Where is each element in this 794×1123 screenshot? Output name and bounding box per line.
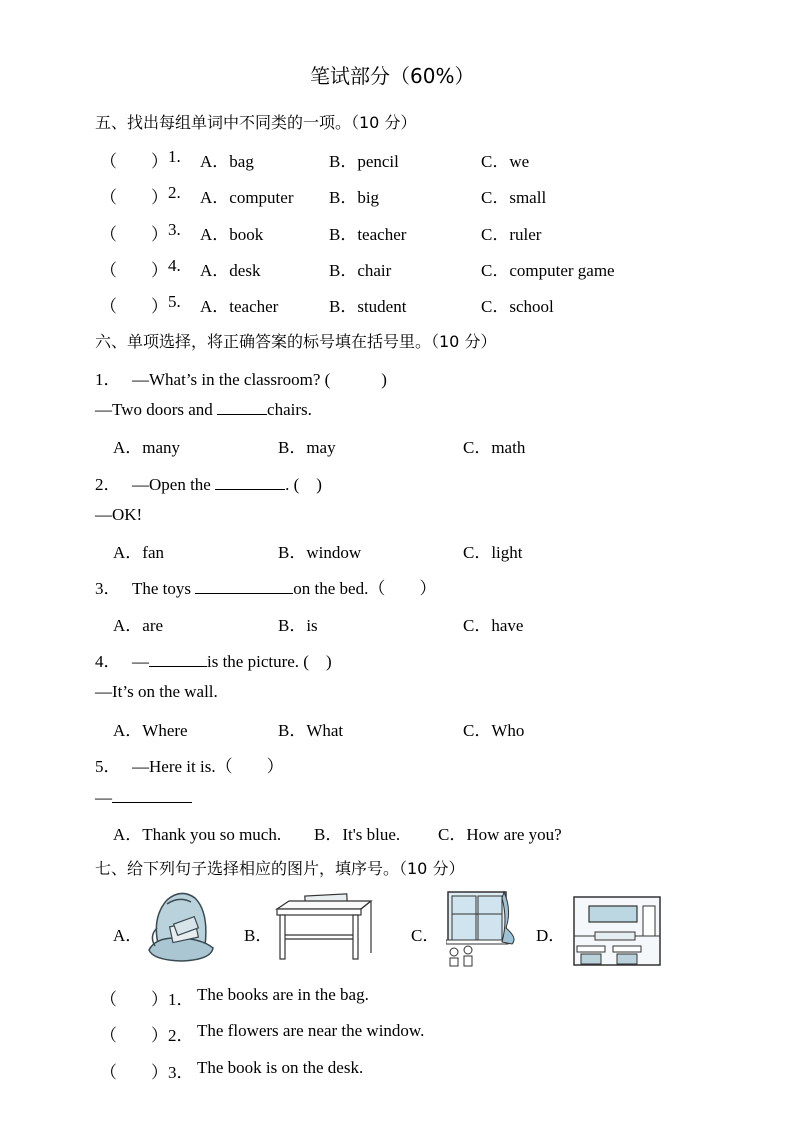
option-b: B．teacher [329,225,407,244]
fill-blank [217,400,267,415]
option-b: B．It's blue. [314,825,401,844]
classroom-picture [573,896,661,966]
answer-line [95,400,312,420]
question-number: 4． [95,652,121,671]
question-text-part: on the bed.（ ） [293,579,437,598]
question-text-part: is the picture. ( ) [207,652,332,671]
fill-blank [112,788,192,803]
option-c: C．Who [463,721,525,740]
picture-label-a: A． [113,926,143,945]
option-c: C．computer game [481,261,615,280]
answer-paren: （ ） [100,152,168,171]
question-text-part: —Open the [132,475,216,494]
option-c: C．we [481,152,530,171]
sentence-number: 1． [168,990,194,1009]
option-c: C．have [463,616,524,635]
question-number: 3. [168,220,181,239]
answer-paren: （ ） [100,188,168,207]
option-a: A．Where [113,721,188,740]
section-five-heading: 五、找出每组单词中不同类的一项。（10 分） [95,113,417,132]
page-title: 笔试部分（60%） [310,64,475,88]
answer-line [95,788,192,808]
question-number: 4. [168,256,181,275]
option-a: A．teacher [200,297,279,316]
question-number: 3． [95,579,121,598]
question-text-part: . ( ) [285,475,322,494]
picture-label-c: C． [411,926,440,945]
question-text [132,470,322,495]
option-b: B．is [278,616,318,635]
option-b: B．pencil [329,152,399,171]
option-b: B．may [278,438,336,457]
option-b: B．big [329,188,380,207]
option-c: C．How are you? [438,825,562,844]
desk-picture [275,893,373,961]
fill-blank [149,652,207,667]
answer-paren: （ ） [100,297,168,316]
question-text: —What’s in the classroom? ( ) [132,370,387,389]
question-text-part: The toys [132,579,196,598]
question-number: 1. [168,147,181,166]
answer-text: —It’s on the wall. [95,682,218,701]
fill-blank [215,475,285,490]
question-text [132,647,332,672]
fill-blank [195,579,293,594]
question-number: 2． [95,475,121,494]
option-c: C．light [463,543,523,562]
answer-paren: （ ） [100,990,168,1009]
sentence-text: The book is on the desk. [197,1058,364,1077]
section-six-heading: 六、单项选择，将正确答案的标号填在括号里。（10 分） [95,332,497,351]
option-a: A．fan [113,543,164,562]
option-c: C．math [463,438,526,457]
option-a: A．many [113,438,181,457]
question-number: 1． [95,370,121,389]
sentence-number: 3． [168,1063,194,1082]
option-a: A．are [113,616,164,635]
answer-paren: （ ） [100,1063,168,1082]
option-b: B．student [329,297,407,316]
answer-paren: （ ） [100,261,168,280]
option-a: A．book [200,225,264,244]
question-text [132,574,436,599]
option-b: B．window [278,543,362,562]
option-c: C．small [481,188,547,207]
question-text: —Here it is.（ ） [132,757,284,776]
option-c: C．ruler [481,225,542,244]
sentence-text: The flowers are near the window. [197,1021,425,1040]
schoolbag-picture [145,888,217,964]
answer-text: —Two doors and [95,400,218,419]
question-number: 5. [168,292,181,311]
answer-text: chairs. [267,400,312,419]
option-b: B．What [278,721,344,740]
sentence-text: The books are in the bag. [197,985,369,1004]
answer-text: —OK! [95,505,143,524]
option-a: A．Thank you so much. [113,825,282,844]
window-picture [446,890,520,968]
option-a: A．desk [200,261,261,280]
sentence-number: 2． [168,1026,194,1045]
section-seven-heading: 七、给下列句子选择相应的图片，填序号。（10 分） [95,859,465,878]
answer-paren: （ ） [100,1026,168,1045]
answer-text: — [95,788,112,807]
option-b: B．chair [329,261,392,280]
option-a: A．bag [200,152,254,171]
question-text-part: — [132,652,149,671]
question-number: 5． [95,757,121,776]
option-c: C．school [481,297,554,316]
picture-label-b: B． [244,926,273,945]
picture-label-d: D． [536,926,566,945]
option-a: A．computer [200,188,294,207]
question-number: 2. [168,183,181,202]
answer-paren: （ ） [100,225,168,244]
